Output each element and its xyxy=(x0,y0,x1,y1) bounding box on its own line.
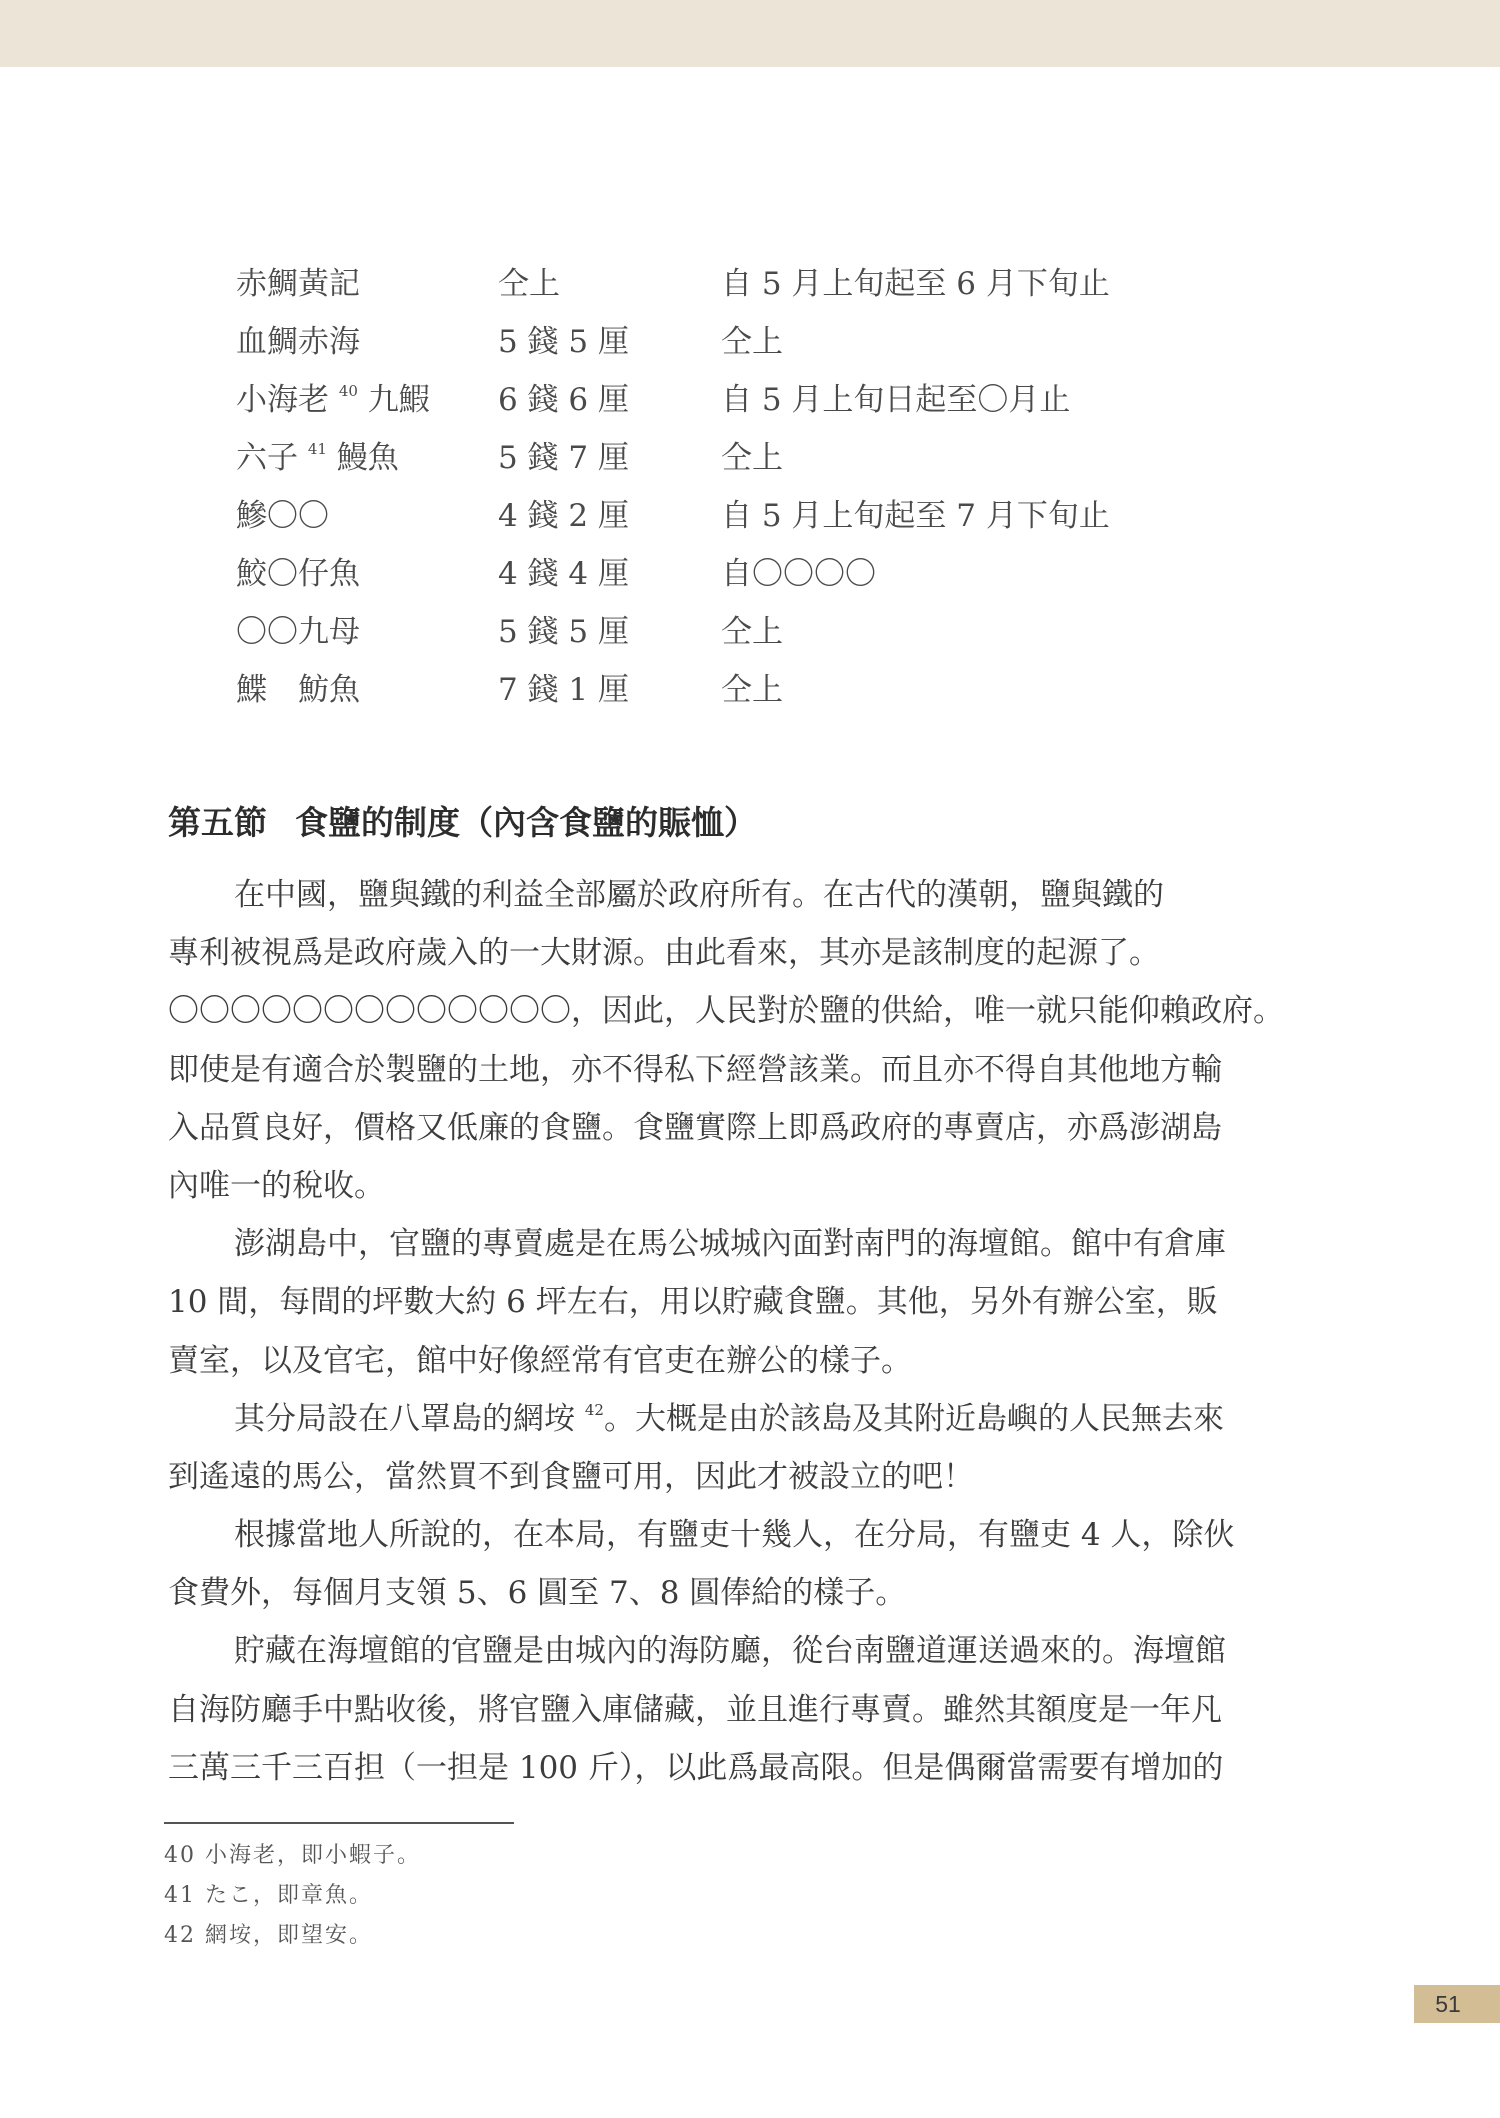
table-row xyxy=(236,316,1216,374)
fish-name: 赤鯛黃記 xyxy=(236,266,360,302)
text-line: 自海防廳手中點收後，將官鹽入庫儲藏，並且進行專賣。雖然其額度是一年凡 xyxy=(168,1691,1222,1728)
text-line: 入品質良好，價格又低廉的食鹽。食鹽實際上即爲政府的專賣店，亦爲澎湖島 xyxy=(168,1109,1222,1146)
text-line: 到遙遠的馬公，當然買不到食鹽可用，因此才被設立的吧！ xyxy=(168,1458,974,1495)
fish-period: 自 5 月上旬起至 6 月下旬止 xyxy=(721,266,1110,302)
fish-price: 7 錢 1 厘 xyxy=(498,672,630,708)
footnote-42: 42 網垵，即望安。 xyxy=(164,1923,373,1948)
fish-period: 仝上 xyxy=(721,440,783,476)
fish-name: 血鯛赤海 xyxy=(236,324,360,360)
section-number: 第五節 xyxy=(168,803,267,842)
fish-period: 自 5 月上旬日起至〇月止 xyxy=(721,382,1071,418)
footnote-ref-42[interactable]: 42 xyxy=(584,1400,604,1419)
fish-name: 〇〇九母 xyxy=(236,614,360,650)
fish-name: 六子 $^{41}$ 鰻魚 xyxy=(236,440,399,476)
fish-name: 鰺〇〇 xyxy=(236,498,329,534)
text-line: 澎湖島中，官鹽的專賣處是在馬公城城內面對南門的海壇館。館中有倉庫 xyxy=(234,1226,1226,1263)
footnote-divider xyxy=(164,1822,514,1824)
fish-price: 仝上 xyxy=(498,266,560,302)
table-row xyxy=(236,258,1216,316)
footnote-40: 40 小海老，即小蝦子。 xyxy=(164,1843,421,1868)
text-line: 根據當地人所說的，在本局，有鹽吏十幾人，在分局，有鹽吏 4 人，除伙 xyxy=(234,1517,1235,1554)
text-line: 即使是有適合於製鹽的土地，亦不得私下經營該業。而且亦不得自其他地方輸 xyxy=(168,1051,1222,1088)
fish-price: 5 錢 7 厘 xyxy=(498,440,630,476)
table-row xyxy=(236,374,1216,432)
footnote-41: 41 たこ，即章魚。 xyxy=(164,1883,373,1908)
text-line: 10 間，每間的坪數大約 6 坪左右，用以貯藏食鹽。其他，另外有辦公室，販 xyxy=(168,1284,1218,1321)
fish-price: 4 錢 4 厘 xyxy=(498,556,630,592)
fish-name: 小海老 $^{40}$ 九鰕 xyxy=(236,382,430,418)
table-row xyxy=(236,490,1216,548)
fish-period: 自〇〇〇〇 xyxy=(721,556,876,592)
section-heading xyxy=(168,797,1298,849)
table-row xyxy=(236,548,1216,606)
text-line: 其分局設在八罩島的網垵 $^{42}$。大概是由於該島及其附近島嶼的人民無去來 xyxy=(234,1400,1224,1437)
fish-price: 5 錢 5 厘 xyxy=(498,324,630,360)
fish-name: 鰈 魴魚 xyxy=(236,672,360,708)
text-line: 在中國，鹽與鐵的利益全部屬於政府所有。在古代的漢朝，鹽與鐵的 xyxy=(234,877,1164,913)
top-band xyxy=(0,0,1500,67)
fish-price-table xyxy=(236,258,1216,722)
fish-price: 5 錢 5 厘 xyxy=(498,614,630,650)
fish-period: 自 5 月上旬起至 7 月下旬止 xyxy=(721,498,1110,534)
text-line: 三萬三千三百担（一担是 100 斤），以此爲最高限。但是偶爾當需要有增加的 xyxy=(168,1749,1224,1786)
footnote-ref-41[interactable]: 41 xyxy=(307,440,327,458)
section-title: 食鹽的制度（內含食鹽的賑恤） xyxy=(295,803,757,842)
fish-period: 仝上 xyxy=(721,324,783,360)
page-number: 51 xyxy=(1435,1991,1461,2017)
fish-price: 6 錢 6 厘 xyxy=(498,382,630,418)
fish-name: 鮫〇仔魚 xyxy=(236,556,360,592)
text-line: 〇〇〇〇〇〇〇〇〇〇〇〇〇，因此，人民對於鹽的供給，唯一就只能仰賴政府。 xyxy=(168,993,1284,1030)
footnote-ref-40[interactable]: 40 xyxy=(338,382,358,400)
text-line: 內唯一的稅收。 xyxy=(168,1167,385,1204)
text-line: 貯藏在海壇館的官鹽是由城內的海防廳，從台南鹽道運送過來的。海壇館 xyxy=(234,1633,1226,1670)
fish-price: 4 錢 2 厘 xyxy=(498,498,630,534)
table-row xyxy=(236,664,1216,722)
table-row xyxy=(236,432,1216,490)
fish-period: 仝上 xyxy=(721,672,783,708)
text-line: 專利被視爲是政府歲入的一大財源。由此看來，其亦是該制度的起源了。 xyxy=(168,935,1160,972)
footnotes xyxy=(164,1836,964,1956)
text-line: 賣室，以及官宅，館中好像經常有官吏在辦公的樣子。 xyxy=(168,1342,912,1379)
body-text xyxy=(168,866,1286,1797)
text-line: 食費外，每個月支領 5、6 圓至 7、8 圓俸給的樣子。 xyxy=(168,1575,907,1612)
fish-period: 仝上 xyxy=(721,614,783,650)
table-row xyxy=(236,606,1216,664)
